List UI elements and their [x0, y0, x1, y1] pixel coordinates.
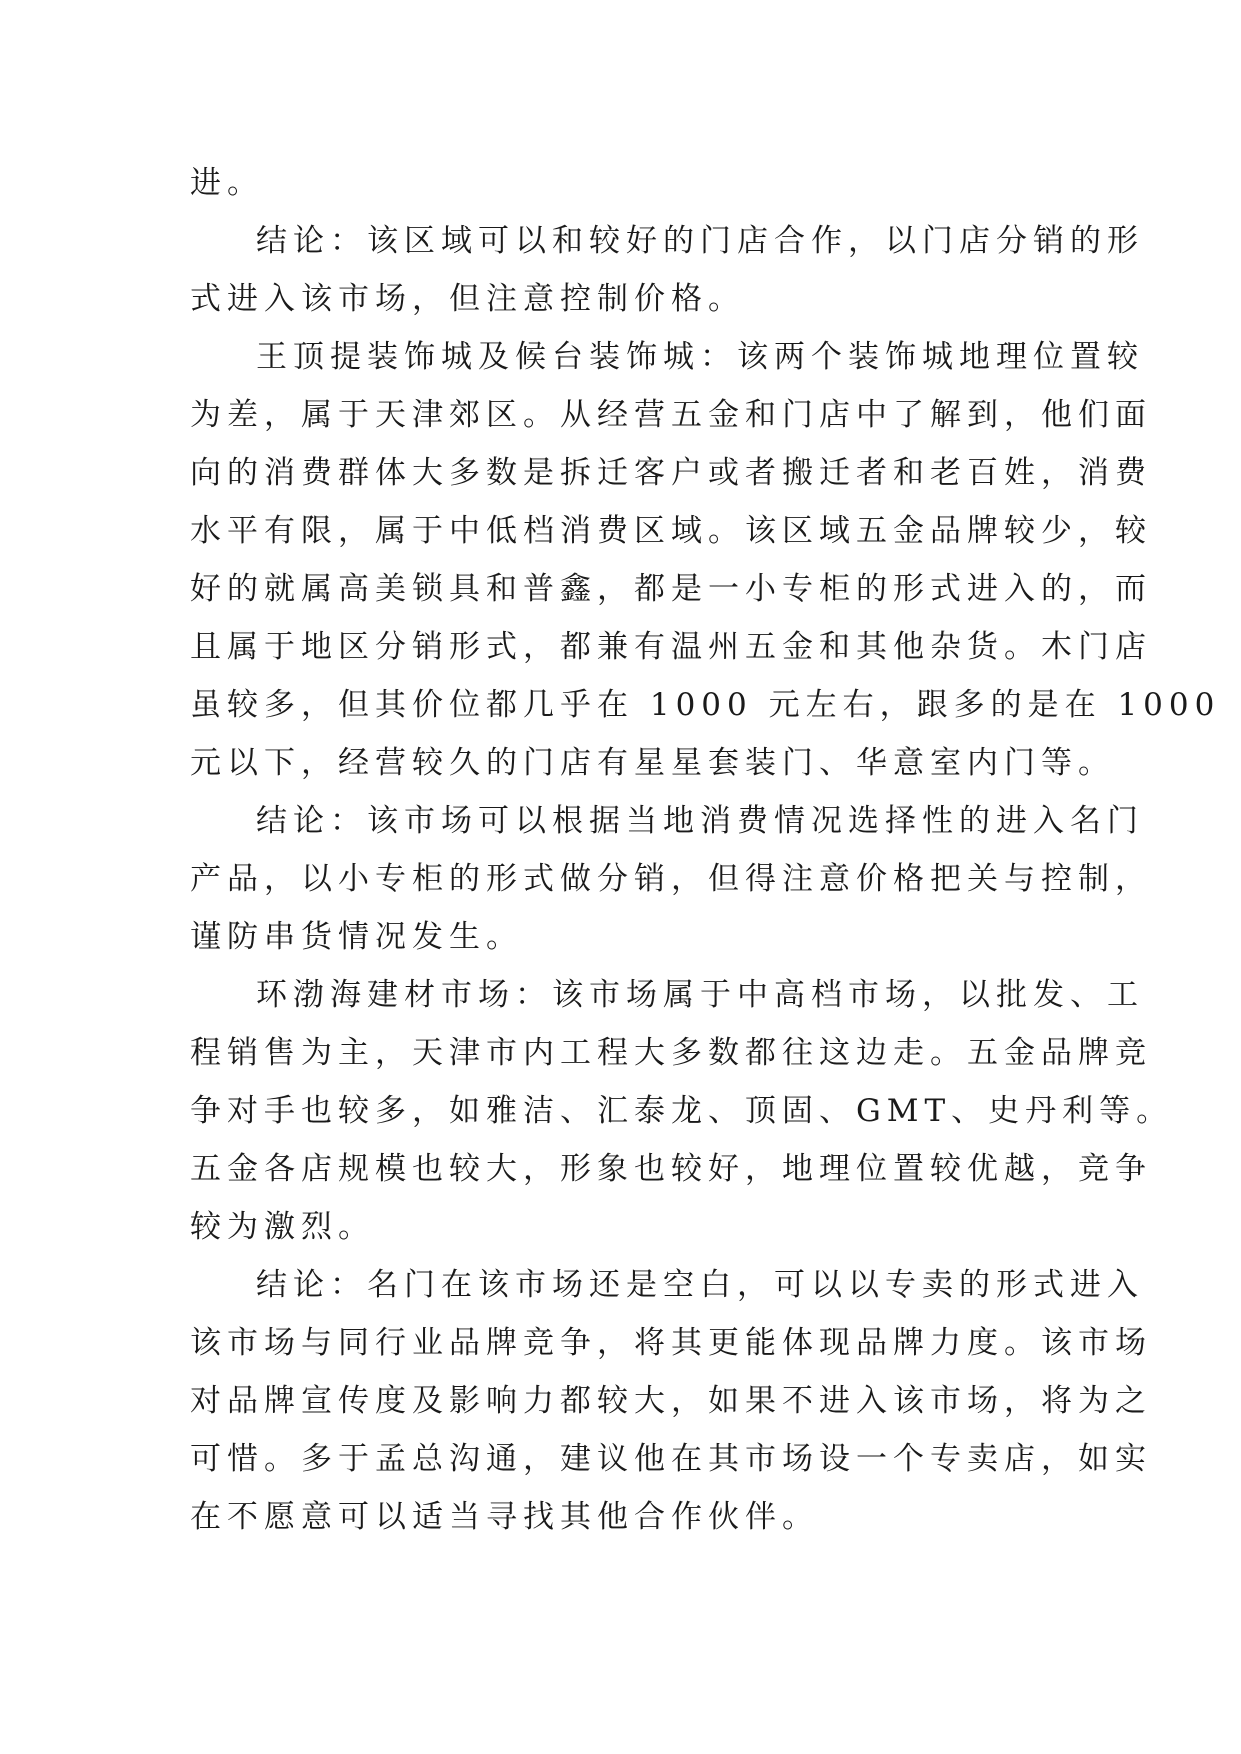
text-line: 较为激烈。 — [190, 1209, 375, 1245]
text-line: 式进入该市场，但注意控制价格。 — [190, 281, 745, 317]
text-line: 且属于地区分销形式，都兼有温州五金和其他杂货。木门店 — [190, 629, 1152, 665]
text-line: 元以下，经营较久的门店有星星套装门、华意室内门等。 — [190, 745, 1115, 781]
text-line: 程销售为主，天津市内工程大多数都往这边走。五金品牌竞 — [190, 1035, 1152, 1071]
text-line: 结论：该区域可以和较好的门店合作，以门店分销的形 — [256, 223, 1144, 259]
text-line: 该市场与同行业品牌竞争，将其更能体现品牌力度。该市场 — [190, 1325, 1152, 1361]
text-line: 五金各店规模也较大，形象也较好，地理位置较优越，竞争 — [190, 1151, 1152, 1187]
text-line: 好的就属高美锁具和普鑫，都是一小专柜的形式进入的，而 — [190, 571, 1152, 607]
text-line: 产品，以小专柜的形式做分销，但得注意价格把关与控制， — [190, 861, 1152, 897]
text-line: 向的消费群体大多数是拆迁客户或者搬迁者和老百姓，消费 — [190, 455, 1152, 491]
text-line: 进。 — [190, 165, 264, 201]
text-line: 在不愿意可以适当寻找其他合作伙伴。 — [190, 1499, 819, 1535]
text-line: 谨防串货情况发生。 — [190, 919, 523, 955]
document-body — [190, 154, 1221, 1546]
text-line: 结论：该市场可以根据当地消费情况选择性的进入名门 — [256, 803, 1144, 839]
text-line: 水平有限，属于中低档消费区域。该区域五金品牌较少，较 — [190, 513, 1152, 549]
text-line: 争对手也较多，如雅洁、汇泰龙、顶固、GMT、史丹利等。 — [190, 1093, 1174, 1129]
text-line: 对品牌宣传度及影响力都较大，如果不进入该市场，将为之 — [190, 1383, 1152, 1419]
text-line: 王顶提装饰城及候台装饰城：该两个装饰城地理位置较 — [256, 339, 1144, 375]
text-line: 可惜。多于孟总沟通，建议他在其市场设一个专卖店，如实 — [190, 1441, 1152, 1477]
text-line: 为差，属于天津郊区。从经营五金和门店中了解到，他们面 — [190, 397, 1152, 433]
text-line: 结论：名门在该市场还是空白，可以以专卖的形式进入 — [256, 1267, 1144, 1303]
text-line: 环渤海建材市场：该市场属于中高档市场，以批发、工 — [256, 977, 1144, 1013]
text-line: 虽较多，但其价位都几乎在 1000 元左右，跟多的是在 1000 — [190, 687, 1221, 723]
